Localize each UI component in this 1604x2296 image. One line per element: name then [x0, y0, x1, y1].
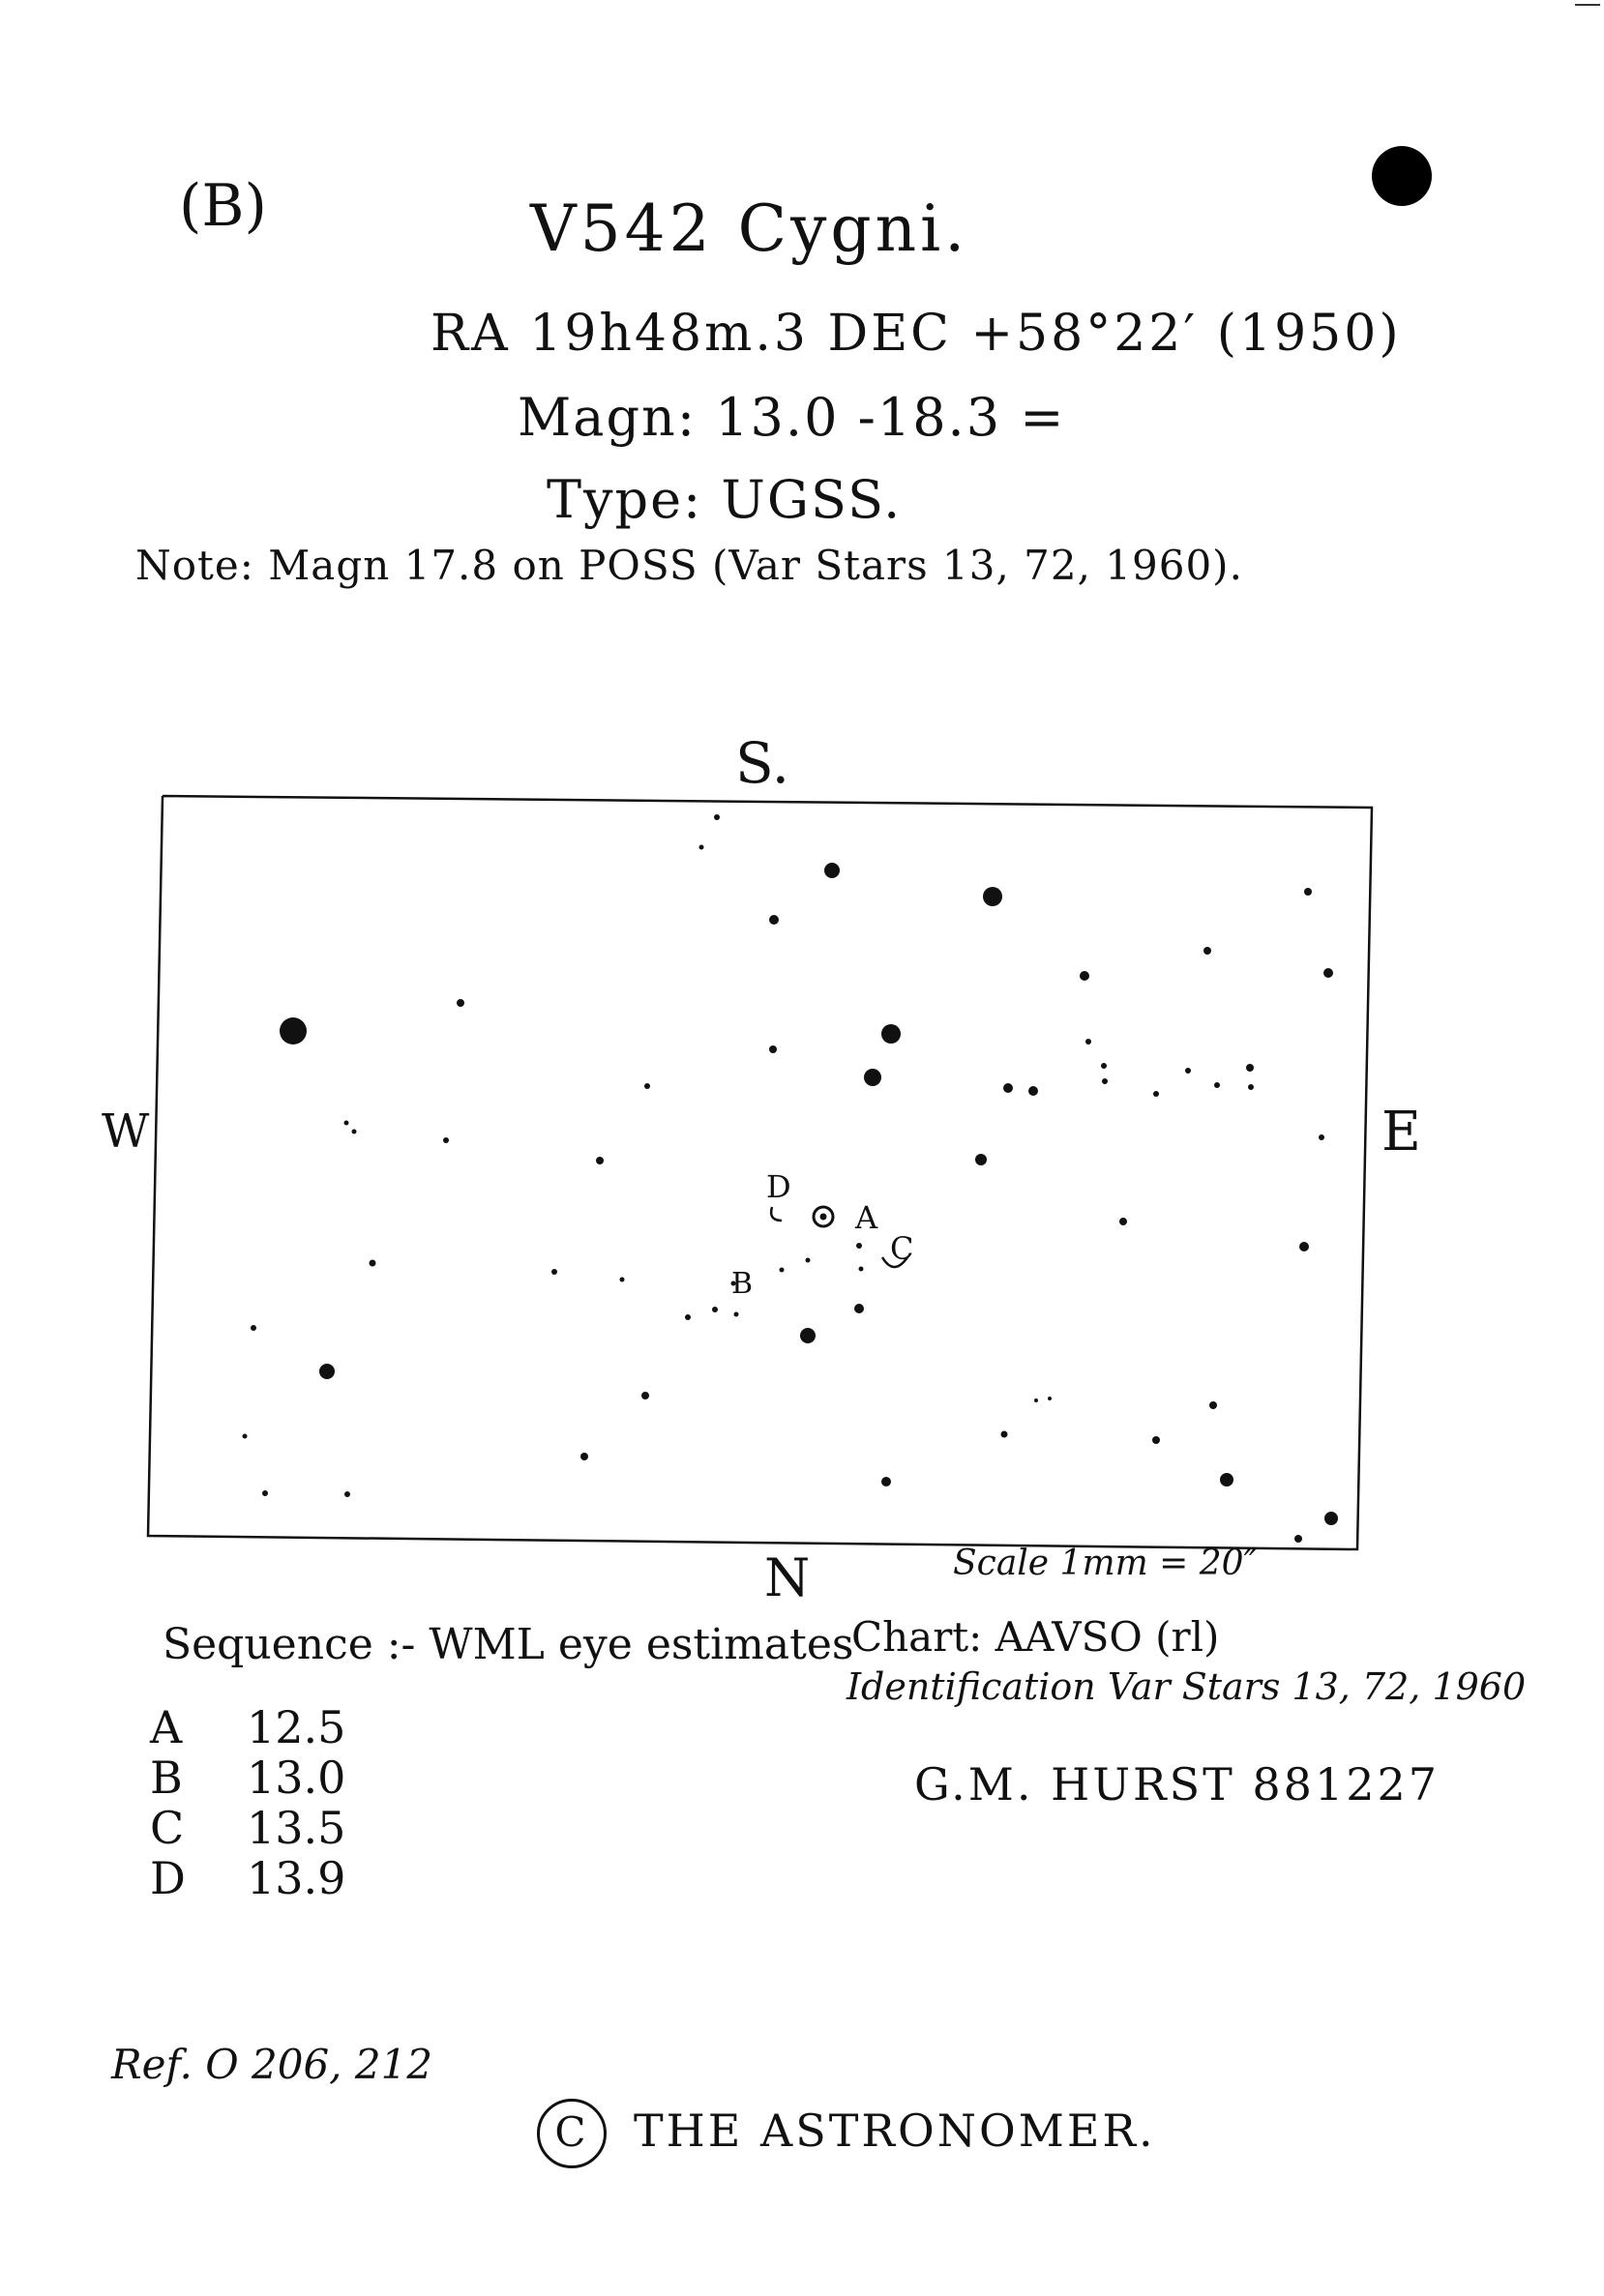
- field-star: [824, 863, 840, 878]
- field-star: [1323, 968, 1333, 978]
- magnitude-range: Magn: 13.0 -18.3 =: [518, 387, 1066, 448]
- field-star: [243, 1434, 248, 1439]
- chart-label: (B): [179, 172, 267, 240]
- sequence-magnitude: 13.9: [247, 1852, 346, 1904]
- field-star: [856, 1243, 862, 1249]
- scale-label: Scale 1mm = 20″: [953, 1544, 1258, 1583]
- east-label: E: [1381, 1101, 1421, 1163]
- field-star: [983, 887, 1002, 906]
- copyright: [537, 2099, 1156, 2168]
- field-star: [1319, 1134, 1324, 1140]
- comparison-d-mark: [771, 1207, 782, 1221]
- field-star: [712, 1307, 718, 1312]
- field-star: [1085, 1039, 1091, 1045]
- comparison-label-a: A: [855, 1199, 878, 1236]
- field-star: [1220, 1473, 1233, 1487]
- field-star: [443, 1137, 449, 1143]
- field-star: [251, 1325, 256, 1331]
- identification-source: Identification Var Stars 13, 72, 1960: [847, 1665, 1527, 1708]
- reference: Ref. O 206, 212: [111, 2041, 433, 2088]
- field-star: [1119, 1218, 1127, 1225]
- sequence-title: Sequence :- WML eye estimates: [163, 1620, 854, 1669]
- field-star: [1324, 1512, 1338, 1525]
- field-star: [1003, 1083, 1013, 1093]
- field-star: [769, 1045, 777, 1053]
- field-star: [457, 999, 464, 1007]
- field-star: [1214, 1082, 1220, 1088]
- field-star: [881, 1024, 901, 1044]
- comparison-label-c: C: [890, 1230, 914, 1267]
- field-star: [1048, 1397, 1052, 1400]
- field-star: [1080, 971, 1089, 981]
- field-star: [699, 845, 704, 850]
- sequence-row: [150, 1752, 345, 1803]
- sequence-row: [150, 1803, 345, 1853]
- variable-type: Type: UGSS.: [547, 469, 903, 530]
- field-star: [854, 1304, 864, 1313]
- field-star: [780, 1268, 785, 1273]
- sequence-letter: A: [150, 1701, 183, 1753]
- sequence-magnitude: 13.5: [247, 1802, 346, 1854]
- field-star: [714, 814, 720, 820]
- field-star: [644, 1083, 650, 1089]
- observer-signature: G.M. HURST 881227: [914, 1758, 1441, 1810]
- chart-frame: [148, 796, 1372, 1549]
- field-star: [1304, 888, 1312, 896]
- field-star: [1246, 1064, 1254, 1072]
- sequence-letter: C: [150, 1802, 185, 1854]
- field-star: [319, 1364, 335, 1379]
- field-star: [620, 1278, 625, 1282]
- field-star: [1294, 1535, 1302, 1543]
- field-star: [734, 1312, 739, 1317]
- field-star: [1034, 1398, 1038, 1402]
- field-star: [262, 1490, 268, 1496]
- field-star: [370, 1260, 376, 1267]
- field-star: [344, 1121, 349, 1126]
- field-star: [1185, 1068, 1191, 1074]
- field-star: [859, 1267, 864, 1272]
- south-label: S.: [735, 730, 790, 796]
- field-star: [881, 1477, 891, 1487]
- field-star: [769, 915, 779, 925]
- comparison-label-b: B: [731, 1267, 754, 1301]
- field-star: [806, 1258, 811, 1263]
- field-star: [352, 1130, 357, 1134]
- star-name: V542 Cygni.: [530, 191, 969, 266]
- field-star: [551, 1269, 557, 1275]
- field-star: [280, 1017, 307, 1045]
- field-star: [1203, 947, 1211, 955]
- note: Note: Magn 17.8 on POSS (Var Stars 13, 72, 1960).: [135, 542, 1243, 589]
- west-label: W: [102, 1104, 150, 1159]
- sequence-list: [150, 1702, 345, 1903]
- chart-source: Chart: AAVSO (rl): [851, 1613, 1220, 1661]
- field-star: [580, 1453, 588, 1460]
- field-star: [596, 1157, 604, 1164]
- field-star: [685, 1314, 691, 1320]
- field-star: [1001, 1431, 1008, 1438]
- field-star: [1248, 1084, 1254, 1090]
- field-star: [1152, 1436, 1160, 1444]
- field-star: [1209, 1401, 1217, 1409]
- coordinates: RA 19h48m.3 DEC +58°22′ (1950): [431, 305, 1402, 363]
- copyright-icon: C: [537, 2099, 607, 2168]
- copyright-text: THE ASTRONOMER.: [634, 2105, 1156, 2157]
- field-star: [1299, 1242, 1309, 1251]
- field-star: [1101, 1063, 1107, 1069]
- sequence-letter: D: [150, 1852, 186, 1904]
- sequence-row: [150, 1853, 345, 1903]
- variable-star-center: [820, 1214, 827, 1221]
- field-star: [800, 1328, 816, 1343]
- field-star: [1102, 1078, 1108, 1084]
- field-star: [641, 1392, 649, 1399]
- field-star: [975, 1154, 987, 1165]
- field-star: [864, 1069, 881, 1086]
- sequence-letter: B: [150, 1751, 183, 1804]
- field-star: [1028, 1086, 1038, 1096]
- field-star: [1153, 1091, 1159, 1097]
- comparison-label-d: D: [766, 1168, 791, 1205]
- north-label: N: [764, 1547, 811, 1608]
- sequence-row: [150, 1702, 345, 1752]
- sequence-magnitude: 13.0: [247, 1751, 346, 1804]
- field-star: [344, 1491, 350, 1497]
- sequence-magnitude: 12.5: [247, 1701, 346, 1753]
